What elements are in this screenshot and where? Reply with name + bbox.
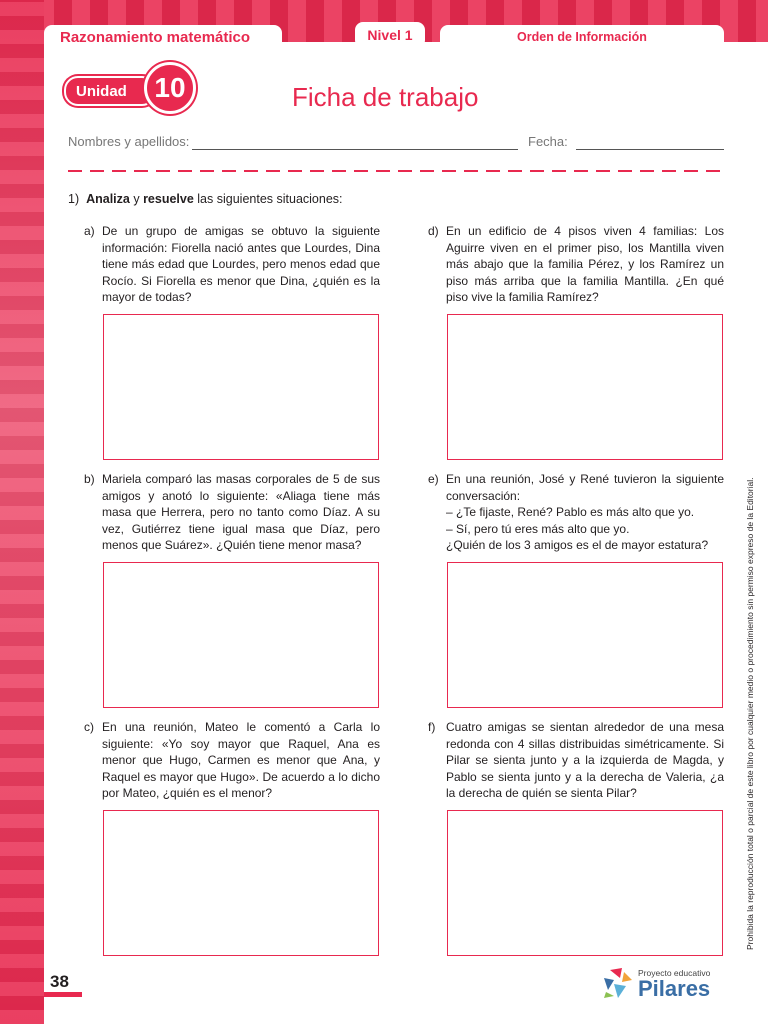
question-text: De un grupo de amigas se obtuvo la siguiente información: Fiorella nació antes que Lourdes, Dina tiene más edad que Lourdes, pero menos edad que Rocío. Si Fiorella es menor que Dina, ¿quién es la mayor de todas? (102, 224, 380, 304)
question-text: En un edificio de 4 pisos viven 4 familias: Los Aguirre viven en el primer piso, los Mantilla viven más abajo que la familia Pérez, y los Ramírez un piso más arriba que la familia Mantilla. ¿En qué piso vive la familia Ramírez? (446, 224, 724, 304)
answer-box-c[interactable] (103, 810, 379, 956)
question-text: En una reunión, Mateo le comentó a Carla lo siguiente: «Yo soy mayor que Raquel, Ana es menor que Hugo, Carmen es menor que Ana, y Raquel es mayor que Hugo». De acuerdo a lo dicho por Mateo, ¿quién es el menor? (102, 720, 380, 800)
question-text: Mariela comparó las masas corporales de 5 de sus amigos y anotó lo siguiente: «Aliaga tiene más masa que Herrera, pero no tanto como Díaz. A su vez, Gutiérrez tiene igual masa que Díaz, pero menos que Suárez». ¿Quién tiene menor masa? (102, 472, 380, 552)
question-a (84, 223, 380, 306)
question-letter: c) (84, 720, 94, 734)
instruction-verb-analiza: Analiza (86, 192, 130, 206)
date-label: Fecha: (528, 134, 568, 149)
question-e-line3: – Sí, pero tú eres más alto que yo. (446, 521, 630, 536)
question-f (428, 719, 724, 802)
answer-box-f[interactable] (447, 810, 723, 956)
answer-box-a[interactable] (103, 314, 379, 460)
left-pattern-band (0, 0, 44, 1024)
page-number: 38 (50, 972, 69, 991)
unit-number: 10 (144, 62, 196, 114)
level-tab: Nivel 1 (355, 22, 425, 48)
question-d (428, 223, 724, 306)
question-e-line4: ¿Quién de los 3 amigos es el de mayor estatura? (446, 538, 709, 552)
question-b (84, 471, 380, 554)
answer-box-b[interactable] (103, 562, 379, 708)
name-label: Nombres y apellidos: (68, 134, 190, 149)
question-letter: d) (428, 224, 439, 238)
logo-tagline: Proyecto educativo (638, 968, 711, 978)
instruction-rest: las siguientes situaciones: (197, 192, 343, 206)
page-title: Ficha de trabajo (292, 82, 479, 112)
question-text (446, 471, 724, 554)
question-e-line1: En una reunión, José y René tuvieron la siguiente conversación: (446, 472, 724, 503)
copyright-notice: Prohibida la reproducción total o parcial de este libro por cualquier medio o procedimiento sin permiso expreso de la Editorial. (745, 477, 755, 950)
pilares-logo (600, 964, 724, 1004)
answer-box-e[interactable] (447, 562, 723, 708)
student-info-row (68, 134, 724, 154)
question-letter: a) (84, 224, 95, 238)
question-letter: e) (428, 472, 439, 486)
subject-tab: Razonamiento matemático (44, 25, 282, 49)
question-text: Cuatro amigas se sientan alrededor de una mesa redonda con 4 sillas distribuidas simétricamente. Si Pilar se sienta junto y a la izquierda de Magda, y Pablo se sienta junto y a la derecha de Valeria, ¿a la derecha de quién se sienta Pilar? (446, 720, 724, 800)
page-number-underline (44, 992, 82, 997)
question-letter: b) (84, 472, 95, 486)
pilares-logo-icon (600, 966, 634, 1000)
question-e (428, 471, 724, 554)
unit-label: Unidad (64, 76, 156, 106)
logo-wordmark: Pilares (638, 976, 711, 1001)
instruction-connector: y (133, 192, 140, 206)
date-field[interactable] (576, 149, 724, 150)
question-c (84, 719, 380, 802)
question-letter: f) (428, 720, 436, 734)
unit-badge (64, 70, 190, 110)
name-field[interactable] (192, 149, 518, 150)
topic-tab: Orden de Información (440, 25, 724, 49)
question-e-line2: – ¿Te fijaste, René? Pablo es más alto que yo. (446, 505, 695, 519)
instruction-number: 1) (68, 192, 80, 206)
instruction-verb-resuelve: resuelve (143, 192, 194, 206)
dashed-divider (68, 170, 724, 172)
instruction (68, 192, 343, 206)
answer-box-d[interactable] (447, 314, 723, 460)
